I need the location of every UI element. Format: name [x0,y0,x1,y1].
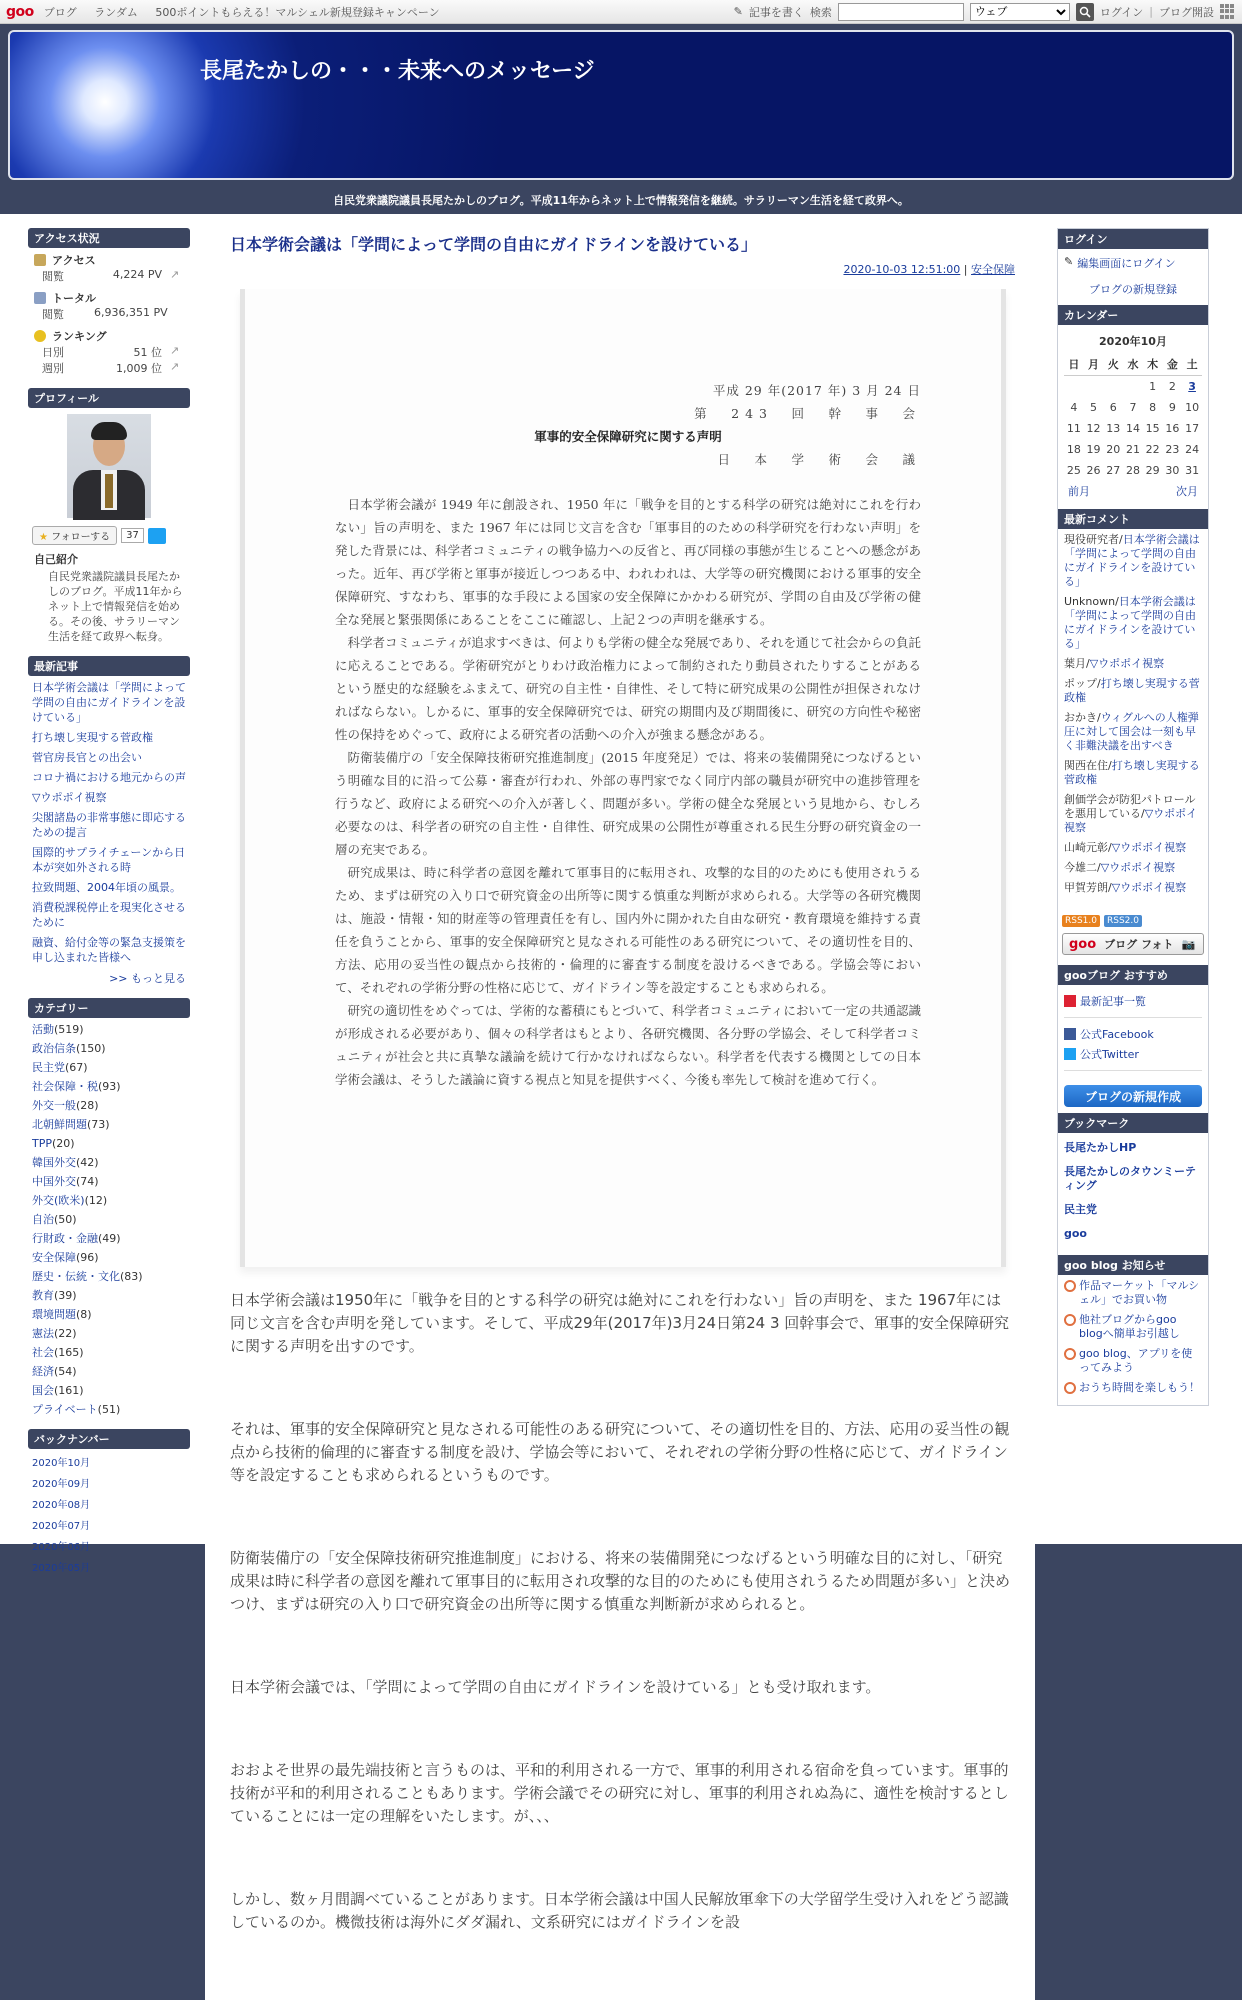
comment-author: 今雄二/ [1064,861,1101,874]
edit-login-link[interactable]: 編集画面にログイン [1077,257,1176,270]
weekly-value: 1,009 位 [116,362,162,375]
comment-link[interactable]: ウィグルへの人権弾圧に対して国会は一刻も早く非難決議を出すべき [1064,711,1199,752]
top-link-random[interactable]: ランダム [94,5,138,19]
access-section [28,228,190,376]
category-count: (73) [87,1118,110,1131]
calendar-heading: カレンダー [1058,305,1208,325]
category-count: (42) [76,1156,99,1169]
weekday: 木 [1143,353,1163,376]
category-count: (28) [76,1099,99,1112]
backnumber-item[interactable]: 2020年10月 [32,1458,91,1469]
comment-author: 現役研究者/ [1064,533,1123,546]
ranking-row [34,328,190,344]
rss1-badge[interactable]: RSS1.0 [1062,915,1100,927]
camera-icon: 📷 [1181,937,1196,951]
pencil-icon: ✎ [733,5,743,18]
category-link[interactable]: TPP [32,1137,52,1150]
category-count: (165) [54,1346,84,1359]
profile-section [28,388,190,644]
weekday: 月 [1084,353,1104,376]
backnumber-item[interactable]: 2020年09月 [32,1479,91,1490]
calendar-table [1064,353,1202,481]
login-heading: ログイン [1058,229,1208,249]
calendar-day: 25 [1066,464,1081,477]
category-section [28,998,190,1417]
article-category[interactable]: 安全保障 [971,263,1015,276]
news-icon [1064,1348,1076,1360]
comment-author: 創価学会が防犯パトロールを悪用している/ [1064,793,1196,820]
body-paragraph: 日本学術会議では、「学問によって学問の自由にガイドラインを設けている」とも受け取れます。 [230,1678,881,1696]
category-link[interactable]: 外交(欧米) [32,1194,85,1207]
calendar-day: 26 [1086,464,1101,477]
intro-text: 自民党衆議院議員長尾たかしのブログ。平成11年からネット上で情報発信を始める。その後、サラリーマン生活を経て政界へ転身。 [48,570,183,643]
daily-rank [42,344,190,360]
calendar-day: 11 [1066,422,1081,435]
calendar-day: 14 [1125,422,1140,435]
calendar-day: 4 [1070,401,1078,414]
search-icon [1079,6,1091,18]
comment-item [1064,595,1202,651]
category-count: (96) [76,1251,99,1264]
weekly-label: 週別 [42,362,64,375]
search-label: 検索 [809,5,832,19]
comment-link[interactable]: 日本学術会議は「学問によって学問の自由にガイドラインを設けている」 [1064,595,1196,650]
page [0,214,1242,2000]
comment-item [1064,841,1202,855]
category-count: (150) [76,1042,106,1055]
create-blog-button[interactable]: ブログの新規作成 [1064,1085,1202,1107]
calendar-day: 12 [1086,422,1101,435]
recent-section [28,656,190,986]
search-scope-select[interactable] [970,3,1070,21]
rss-links [1062,915,1204,927]
category-heading: カテゴリー [28,998,190,1018]
calendar-day [1084,376,1104,398]
comments-heading: 最新コメント [1058,509,1208,529]
backnumber-item[interactable]: 2020年06月 [32,1542,91,1553]
total-view-label: 閲覧 [42,308,64,321]
total-label: トータル [52,292,96,305]
recent-item[interactable]: 国際的サプライチェーンから日本が突如外される時 [32,846,186,874]
category-link[interactable]: 憲法 [32,1327,54,1340]
calendar-day: 18 [1066,443,1081,456]
top-link-campaign[interactable]: 500ポイントもらえる！マルシェル新規登録キャンペーン [155,5,440,19]
body-paragraph: 防衛装備庁の「安全保障技術研究推進制度」における、将来の装備開発につなげるという明確な目的に対し、「研究成果は時に科学者の意図を離れて軍事目的に転用され攻撃的な目的のためにも使用されうるため問題が多い」と決めつけ、まずは研究の入り口で研究資金の出所等に関する慎重な判断新が求められると。 [230,1549,1011,1613]
graph-icon[interactable]: ↗ [170,268,180,281]
category-link[interactable]: 社会 [32,1346,54,1359]
weekday: 土 [1182,353,1202,376]
weekday: 日 [1064,353,1084,376]
news-icon [1064,1382,1076,1394]
calendar [1058,325,1208,509]
calendar-day [1103,376,1123,398]
ranking-label: ランキング [52,330,107,343]
calendar-day: 20 [1106,443,1121,456]
facebook-icon [1064,1028,1076,1040]
login-link[interactable]: ログイン [1099,5,1144,19]
follow-row [32,526,190,545]
calendar-nav [1068,483,1198,499]
calendar-day: 21 [1125,443,1140,456]
category-count: (39) [54,1289,77,1302]
bookmark-list [1058,1133,1208,1255]
backnumber-item[interactable]: 2020年07月 [32,1521,91,1532]
statement-paragraph: 科学者コミュニティが追求すべきは、何よりも学術の健全な発展であり、それを通じて社会からの負託に応えることである。学術研究がとりわけ政治権力によって制約されたり動員されたりすることがあるという歴史的な経験をふまえて、研究の自主性・自律性、そして特に研究成果の公開性が担保されなければならない。しかるに、軍事的安全保障研究では、研究の期間内及び期間後に、研究の方向性や秘密性の保持をめぐって、政府による研究者の活動への介入が強まる懸念がある。 [335,635,922,742]
profile-photo[interactable] [67,414,151,518]
comment-item [1064,793,1202,835]
body-paragraph: おおよそ世界の最先端技術と言うものは、平和的利用される一方で、軍事的利用される宿命を負っています。軍事的技術が平和的利用されることもあります。学術会議でその研究に対し、軍事的利用されぬ為に、適性を検討するとしていることには一定の理解をいたします。が、、、 [230,1761,1009,1825]
blog-photo-label: ブログ フォト [1104,938,1174,951]
calendar-day: 27 [1106,464,1121,477]
recent-item[interactable]: 日本学術会議は「学問によって学問の自由にガイドラインを設けている」 [32,681,186,724]
calendar-day: 8 [1149,401,1157,414]
category-count: (22) [54,1327,77,1340]
access-label: アクセス [52,254,96,267]
category-link[interactable]: 行財政・金融 [32,1232,98,1245]
access-views [42,268,190,284]
article-body [230,1289,1015,1934]
article-meta: 2020-10-03 12:51:00 | 安全保障 [843,263,1015,276]
goo-logo[interactable]: goo [6,3,34,20]
blog-photo-button[interactable] [1062,933,1204,955]
comment-item [1064,711,1202,753]
comment-item [1064,657,1202,671]
statement-paragraph: 防衛装備庁の「安全保障技術研究推進制度」(2015 年度発足）では、将来の装備開発につなげるという明確な目的に沿って公募・審査が行われ、外部の専門家でなく同庁内部の職員が研究中の進捗管理を行うなど、政府による研究への介入が著しく、問題が多い。学術の健全な発展という見地から、むしろ必要なのは、科学者の研究の自主性・自律性、研究成果の公開性が尊重される民生分野の研究資金の一層の充実である。 [335,750,921,857]
category-link[interactable]: 歴史・伝統・文化 [32,1270,120,1283]
twitter-link[interactable]: 公式Twitter [1080,1048,1139,1061]
category-count: (12) [84,1194,108,1207]
comment-link[interactable]: ▽ウポポイ視察 [1111,841,1187,854]
category-link[interactable]: 社会保障・税 [32,1080,98,1093]
comment-item [1064,533,1202,589]
recent-item[interactable]: 拉致問題、2004年頃の風景。 [32,881,181,894]
comment-link[interactable]: ▽ウポポイ視察 [1089,657,1165,670]
backnumber-item[interactable]: 2020年05月 [32,1563,91,1574]
top-nav [44,4,454,20]
access-row [34,252,190,268]
latest-articles-link[interactable]: 最新記事一覧 [1080,995,1146,1008]
follow-label: フォローする [51,532,111,543]
weekday: 水 [1123,353,1143,376]
prev-month-link[interactable]: 前月 [1068,485,1090,498]
recent-item[interactable]: 尖閣諸島の非常事態に即応するための提言 [32,811,186,839]
search-button[interactable] [1076,3,1094,21]
category-count: (50) [54,1213,77,1226]
category-count: (519) [54,1023,84,1036]
statement-heading: 軍事的安全保障研究に関する声明 [534,429,722,444]
calendar-day: 13 [1106,422,1121,435]
calendar-month: 2020年10月 [1099,335,1167,348]
comment-link[interactable]: ▽ウポポイ視察 [1111,881,1187,894]
news-icon [1064,1314,1076,1326]
comment-item [1064,861,1202,875]
open-blog-link[interactable]: ブログ開設 [1159,5,1214,19]
calendar-day: 28 [1125,464,1140,477]
news-link[interactable]: goo blog、アプリを使ってみよう [1079,1347,1193,1374]
category-link[interactable]: プライベート [32,1403,98,1416]
calendar-day: 6 [1109,401,1117,414]
comment-link[interactable]: 打ち壊し実現する菅政権 [1064,677,1200,704]
calendar-day: 9 [1168,401,1176,414]
recent-item[interactable]: 菅官房長官との出会い [32,751,142,764]
calendar-day: 1 [1149,380,1157,393]
total-row [34,290,190,306]
calendar-day: 29 [1145,464,1160,477]
comment-item [1064,881,1202,895]
news-link[interactable]: 作品マーケット「マルシェル」でお買い物 [1079,1279,1200,1306]
left-sidebar [28,228,190,1574]
statement-meeting: 第 243 回 幹 事 会 [694,406,921,421]
top-right: ✎ 記事を書く 検索 ウェブ ログイン | ブログ開設 [734,3,1236,21]
recommend-heading: gooブログ おすすめ [1058,965,1208,985]
apps-grid-icon[interactable] [1220,4,1236,20]
view-label: 閲覧 [42,270,64,283]
comment-author: Unknown/ [1064,595,1119,608]
right-sidebar [1057,228,1209,1406]
total-views [42,306,190,322]
calendar-day: 30 [1165,464,1180,477]
calendar-day: 16 [1165,422,1180,435]
category-count: (161) [54,1384,84,1397]
category-count: (49) [98,1232,121,1245]
comment-author: 葉月/ [1064,657,1090,670]
statement-image [240,289,1006,1267]
category-count: (74) [76,1175,99,1188]
calendar-day [1123,376,1143,398]
graph-icon[interactable]: ↗ [170,344,180,357]
news-link[interactable]: おうち時間を楽しもう！ [1079,1381,1200,1394]
follow-button[interactable] [32,526,117,545]
recent-item[interactable]: ▽ウポポイ視察 [32,791,107,804]
category-link[interactable]: 自治 [32,1213,54,1226]
recent-list [32,680,190,965]
facebook-link[interactable]: 公式Facebook [1080,1028,1154,1041]
category-link[interactable]: 北朝鮮問題 [32,1118,87,1131]
bookmark-link[interactable]: 長尾たかしのタウンミーティング [1064,1165,1196,1192]
crown-icon [34,330,46,342]
comment-item [1064,759,1202,787]
recommend-box [1058,985,1208,1079]
calendar-day: 23 [1165,443,1180,456]
comment-link[interactable]: ▽ウポポイ視察 [1100,861,1176,874]
comment-author: 山崎元彰/ [1064,841,1112,854]
graph-icon[interactable]: ↗ [170,360,180,373]
category-link[interactable]: 安全保障 [32,1251,76,1264]
follow-count: 37 [121,528,144,543]
category-link[interactable]: 政治信条 [32,1042,76,1055]
calendar-day: 2 [1168,380,1176,393]
recent-item[interactable]: 融資、給付金等の緊急支援策を申し込まれた皆様へ [32,936,186,964]
recent-item[interactable]: コロナ禍における地元からの声 [32,771,186,784]
backnumber-item[interactable]: 2020年08月 [32,1500,91,1511]
category-link[interactable]: 外交一般 [32,1099,76,1112]
view-value: 4,224 PV [112,268,162,281]
weekday: 火 [1103,353,1123,376]
category-link[interactable]: 環境問題 [32,1308,76,1321]
body-paragraph: 日本学術会議は1950年に「戦争を目的とする科学の研究は絶対にこれを行わない」旨の声明を、また 1967年には同じ文言を含む声明を発しています。そして、平成29年(2017年)3月24日第24 3 回幹事会で、軍事的安全保障研究に関する声明を出すのです。 [230,1291,1009,1355]
calendar-day: 19 [1086,443,1101,456]
calendar-day: 15 [1145,422,1160,435]
calendar-day: 10 [1185,401,1200,414]
twitter-icon [1064,1048,1076,1060]
bookmark-link[interactable]: goo [1064,1227,1087,1240]
recent-item[interactable]: 消費税課税停止を現実化させるために [32,901,186,929]
backnumber-list[interactable] [32,1453,190,1574]
top-bar [0,0,1242,24]
category-count: (51) [97,1403,121,1416]
total-view-value: 6,936,351 PV [94,306,168,319]
weekly-rank [42,360,190,376]
category-count: (8) [76,1308,92,1321]
category-link[interactable]: 教育 [32,1289,54,1302]
goo-logo: goo [1069,936,1097,952]
statement-date: 平成 29 年(2017 年) 3 月 24 日 [712,383,921,398]
intro-heading: 自己紹介 [34,553,78,566]
rss2-badge[interactable]: RSS2.0 [1104,915,1142,927]
category-list [32,1022,190,1417]
statement-paragraph: 研究成果は、時に科学者の意図を離れて軍事目的に転用され、攻撃的な目的のためにも使用されうるため、まずは研究の入り口で研究資金の出所等に関する慎重な判断が求められる。大学等の各研究機関は、施設・情報・知的財産等の管理責任を有し、国内外に開かれた自由な研究・教育環境を維持する責任を負うことから、軍事的安全保障研究と見なされる可能性のある研究について、その適切性を目的、方法、応用の妥当性の観点から技術的・倫理的に審査する制度を設けるべきである。学協会等において、それぞれの学術分野の性格に応じて、ガイドライン等を設定することも求められる。 [335,865,921,995]
blog-tagline: 自民党衆議院議員長尾たかしのブログ。平成11年からネット上で情報発信を継続。サラリーマン生活を経て政界へ。 [333,194,909,207]
statement-paragraph: 研究の適切性をめぐっては、学術的な蓄積にもとづいて、科学者コミュニティにおいて一定の共通認識が形成される必要があり、個々の科学者はもとより、各研究機関、各分野の学協会、そして科学者コミュニティが社会と共に真摯な議論を続けて行かなければならない。科学者を代表する機関としての日本学術会議は、そうした議論に資する視点と知見を提供すべく、今後も率先して検討を進めて行く。 [335,1003,921,1087]
article-title[interactable]: 日本学術会議は「学問によって学問の自由にガイドラインを設けている」 [230,235,758,254]
category-link[interactable]: 民主党 [32,1061,65,1074]
statement-org: 日 本 学 術 会 議 [717,452,921,467]
calendar-day: 31 [1185,464,1200,477]
main-content [230,232,1015,1994]
category-count: (93) [98,1080,121,1093]
daily-label: 日別 [42,346,64,359]
comment-author: 関西在住/ [1064,759,1112,772]
blog-title[interactable]: 長尾たかしの・・・未来へのメッセージ [200,59,595,84]
calendar-day: 24 [1185,443,1200,456]
statement-paragraph: 日本学術会議が 1949 年に創設され、1950 年に「戦争を目的とする科学の研究は絶対にこれを行わない」旨の声明を、また 1967 年には同じ文言を含む「軍事目的のための科学研究を行わない声明」を発した背景には、科学者コミュニティの戦争協力への反省と、再び同様の事態が生じることへの懸念があった。近年、再び学術と軍事が接近しつつある中、われわれは、大学等の研究機関における軍事的安全保障研究、すなわち、軍事的な手段による国家の安全保障にかかわる研究が、学問の自由及び学術の健全な発展と緊張関係にあることをここに確認し、上記２つの声明を継承する。 [335,497,921,627]
total-icon [34,292,46,304]
news-list [1058,1275,1208,1405]
category-link[interactable]: 国会 [32,1384,54,1397]
calendar-day-link[interactable]: 3 [1188,380,1196,393]
comment-link[interactable]: 打ち壊し実現する菅政権 [1064,759,1200,786]
news-link[interactable]: 他社ブログからgoo blogへ簡単お引越し [1079,1313,1180,1340]
weekday: 金 [1163,353,1183,376]
write-article-link[interactable]: 記事を書く [748,5,804,19]
body-paragraph: それは、軍事的安全保障研究と見なされる可能性のある研究について、その適切性を目的、方法、応用の妥当性の観点から技術的倫理的に審査する制度を設け、学協会等において、それぞれの学術分野の性格に応じて、ガイドライン等を設定することも求められるというものです。 [230,1420,1010,1484]
new-icon [1064,995,1076,1007]
news-icon [1064,1280,1076,1292]
comment-item [1064,677,1202,705]
calendar-day: 7 [1129,401,1137,414]
backnumber-heading: バックナンバー [28,1429,190,1449]
statement-text [335,379,921,1091]
calendar-day: 17 [1185,422,1200,435]
recent-heading: 最新記事 [28,656,190,676]
login-box [1058,249,1208,305]
comment-link[interactable]: 日本学術会議は「学問によって学問の自由にガイドラインを設けている」 [1064,533,1200,588]
calendar-day: 5 [1090,401,1098,414]
pencil-icon: ✎ [1064,255,1074,268]
twitter-icon[interactable] [148,528,166,544]
category-count: (20) [52,1137,75,1150]
comment-author: 甲賀芳朗/ [1064,881,1112,894]
comment-author: おかき/ [1064,711,1101,724]
top-link-blog[interactable]: ブログ [43,5,77,19]
category-link[interactable]: 中国外交 [32,1175,76,1188]
search-input[interactable] [838,3,964,21]
news-heading: goo blog お知らせ [1058,1255,1208,1275]
access-icon [34,254,46,266]
star-icon: ★ [39,532,48,543]
bookmark-link[interactable]: 長尾たかしHP [1064,1141,1137,1154]
comment-link[interactable]: ▽ウポポイ視察 [1064,807,1198,834]
category-count: (83) [120,1270,143,1283]
access-heading: アクセス状況 [28,228,190,248]
blog-header [8,30,1234,180]
profile-heading: プロフィール [28,388,190,408]
next-month-link[interactable]: 次月 [1176,485,1198,498]
backnumber-section [28,1429,190,1574]
calendar-day [1064,376,1084,398]
category-count: (54) [54,1365,77,1378]
category-count: (67) [65,1061,88,1074]
category-link[interactable]: 経済 [32,1365,54,1378]
article-date[interactable]: 2020-10-03 12:51:00 [843,263,961,276]
body-paragraph: しかし、数ヶ月間調べていることがあります。日本学術会議は中国人民解放軍傘下の大学留学生受け入れをどう認識しているのか。機微技術は海外にダダ漏れ、文系研究にはガイドラインを設 [230,1890,1009,1931]
calendar-day: 22 [1145,443,1160,456]
new-blog-link[interactable]: ブログの新規登録 [1089,283,1177,296]
recent-item[interactable]: 打ち壊し実現する菅政権 [32,731,153,744]
comment-author: ポップ/ [1064,677,1101,690]
daily-value: 51 位 [133,346,162,359]
comments-list [1058,529,1208,905]
category-link[interactable]: 活動 [32,1023,54,1036]
more-link[interactable]: >> もっと見る [109,972,186,985]
bookmark-link[interactable]: 民主党 [1064,1203,1097,1216]
category-link[interactable]: 韓国外交 [32,1156,76,1169]
bookmark-heading: ブックマーク [1058,1113,1208,1133]
